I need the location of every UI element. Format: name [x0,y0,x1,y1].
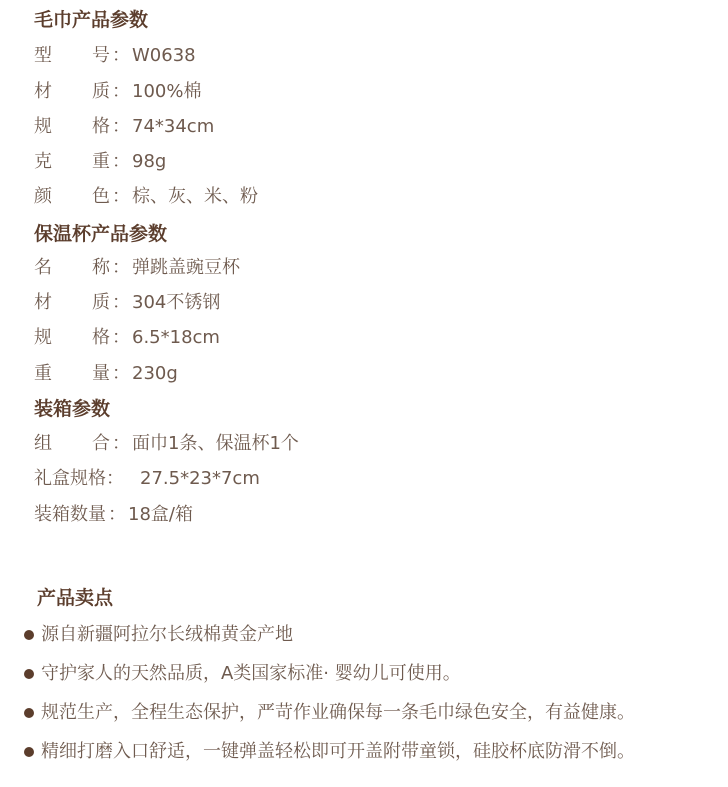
spec-value: 304不锈钢 [132,292,221,313]
spec-value: 100%棉 [132,81,202,102]
spec-value: 面巾1条、保温杯1个 [132,433,299,454]
spec-value: 98g [132,151,167,172]
list-item: 规范生产，全程生态保护，严苛作业确保每一条毛巾绿色安全，有益健康。 [24,701,635,725]
spec-value: 74*34cm [132,116,215,137]
list-item: 守护家人的天然品质，A类国家标准· 婴幼儿可使用。 [24,662,461,686]
packing-section-title: 装箱参数 [34,398,111,420]
spec-row-color: 颜 色 ： 棕、灰、米、粉 [34,186,258,207]
bullet-icon [24,747,34,757]
spec-row-weight: 克 重 ： 98g [34,151,167,172]
list-item: 精细打磨入口舒适，一键弹盖轻松即可开盖附带童锁，硅胶杯底防滑不倒。 [24,740,635,764]
spec-value: 230g [132,363,178,384]
bullet-icon [24,669,34,679]
bullet-icon [24,708,34,718]
spec-value: 弹跳盖豌豆杯 [132,257,240,278]
spec-row-size: 规 格 ： 6.5*18cm [34,327,220,348]
spec-value: 棕、灰、米、粉 [132,186,258,207]
spec-row-quantity: 装箱数量 ： 18盒/箱 [34,504,193,525]
selling-points-title: 产品卖点 [37,587,114,609]
towel-section-title: 毛巾产品参数 [34,9,149,31]
spec-value: 18盒/箱 [128,504,193,525]
spec-row-material: 材 质 ： 304不锈钢 [34,292,221,313]
spec-value: 6.5*18cm [132,327,220,348]
spec-value: W0638 [132,45,196,66]
spec-row-model: 型 号 ： W0638 [34,45,196,66]
spec-row-material: 材 质 ： 100%棉 [34,81,202,102]
cup-section-title: 保温杯产品参数 [34,223,168,245]
list-item: 源自新疆阿拉尔长绒棉黄金产地 [24,623,293,647]
bullet-icon [24,630,34,640]
spec-row-weight: 重 量 ： 230g [34,363,178,384]
spec-value: 27.5*23*7cm [140,468,260,489]
spec-row-combo: 组 合 ： 面巾1条、保温杯1个 [34,433,299,454]
spec-row-name: 名 称 ： 弹跳盖豌豆杯 [34,257,240,278]
spec-row-giftbox: 礼盒规格： 27.5*23*7cm [34,468,260,489]
spec-row-size: 规 格 ： 74*34cm [34,116,215,137]
